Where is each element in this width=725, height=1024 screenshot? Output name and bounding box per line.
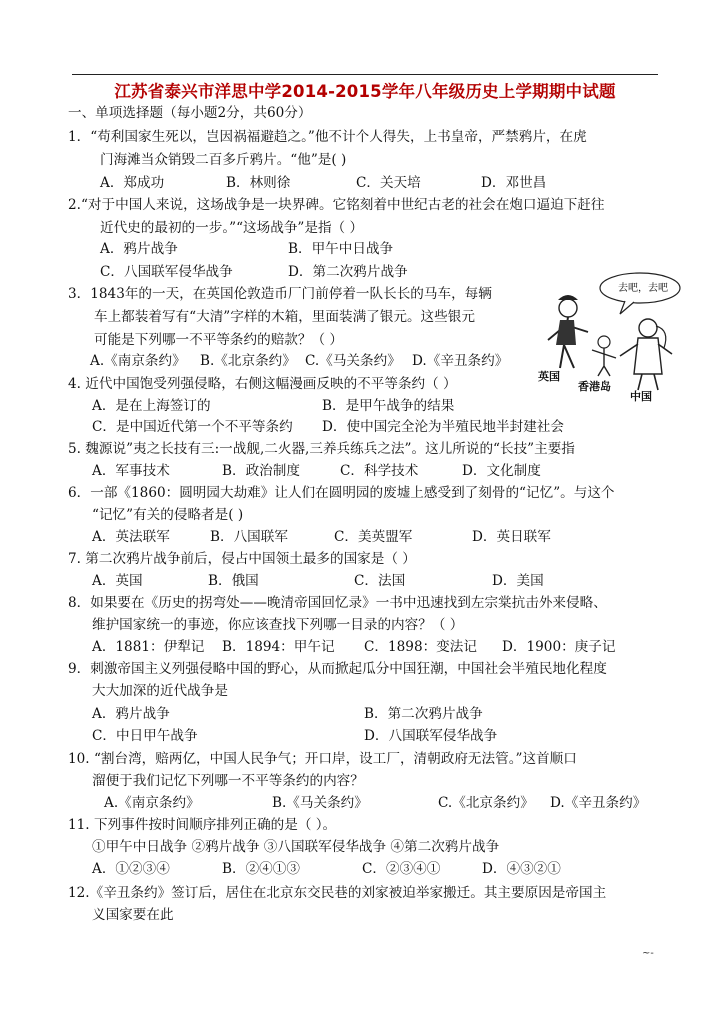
q2-line2: 近代史的最初的一步。”“这场战争”是指（ ） bbox=[100, 220, 364, 236]
q9-line2: 大大加深的近代战争是 bbox=[92, 683, 228, 699]
q8-option-c[interactable]: C．1898：变法记 bbox=[364, 639, 477, 655]
q12-line1: 12.《辛丑条约》签订后，居住在北京东交民巷的刘家被迫举家搬迁。其主要原因是帝国主 bbox=[68, 885, 607, 901]
q5-line1: 5. 魏源说”夷之长技有三:一战舰,二火器,三养兵练兵之法”。这儿所说的“长技”主要指 bbox=[68, 441, 575, 457]
q3-option-d[interactable]: D.《辛丑条约》 bbox=[412, 353, 509, 369]
q6-option-b[interactable]: B．八国联军 bbox=[210, 529, 288, 545]
q3-line3: 可能是下列哪一不平等条约的赔款？（ ） bbox=[94, 332, 344, 348]
q4-line1: 4. 近代中国饱受列强侵略，右侧这幅漫画反映的不平等条约（ ） bbox=[68, 376, 457, 392]
q4-option-a[interactable]: A．是在上海签订的 bbox=[92, 398, 211, 414]
q2-option-b[interactable]: B．甲午中日战争 bbox=[288, 241, 394, 257]
q5-option-b[interactable]: B．政治制度 bbox=[222, 463, 300, 479]
q3-option-b[interactable]: B.《北京条约》 bbox=[200, 353, 296, 369]
q3-line2: 车上都装着写有“大清”字样的木箱，里面装满了银元。这些银元 bbox=[94, 309, 475, 325]
q11-option-c[interactable]: C．②③④① bbox=[362, 861, 441, 877]
cartoon-label-hk: 香港岛 bbox=[578, 380, 611, 393]
q8-line2: 维护国家统一的事迹，你应该查找下列哪一目录的内容？（ ） bbox=[92, 617, 464, 633]
q3-option-c[interactable]: C.《马关条约》 bbox=[305, 353, 401, 369]
page-title: 江苏省泰兴市洋思中学2014-2015学年八年级历史上学期期中试题 bbox=[114, 82, 616, 101]
q10-option-c[interactable]: C.《北京条约》 bbox=[438, 795, 534, 811]
q1-option-b[interactable]: B．林则徐 bbox=[226, 175, 291, 191]
q11-option-a[interactable]: A．①②③④ bbox=[92, 861, 170, 877]
q7-option-a[interactable]: A．英国 bbox=[92, 573, 143, 589]
page-footer-mark: ~- bbox=[642, 948, 654, 959]
q4-option-b[interactable]: B．是甲午战争的结果 bbox=[322, 398, 455, 414]
cartoon-speech: 去吧，去吧 bbox=[618, 283, 668, 294]
q10-option-a[interactable]: A.《南京条约》 bbox=[104, 795, 200, 811]
q8-line1: 8．如果要在《历史的拐弯处——晚清帝国回忆录》一书中迅速找到左宗棠抗击外来侵略、 bbox=[68, 595, 607, 611]
q6-option-a[interactable]: A．英法联军 bbox=[92, 529, 170, 545]
q5-option-c[interactable]: C．科学技术 bbox=[340, 463, 419, 479]
q6-line1: 6．一部《1860：圆明园大劫难》让人们在圆明园的废墟上感受到了刻骨的“记忆”。与这个 bbox=[68, 485, 615, 501]
q1-option-a[interactable]: A．郑成功 bbox=[100, 175, 165, 191]
q11-option-d[interactable]: D．④③②① bbox=[482, 861, 561, 877]
cartoon-label-cn: 中国 bbox=[630, 390, 652, 403]
q4-option-d[interactable]: D．使中国完全沦为半殖民地半封建社会 bbox=[322, 419, 564, 435]
q2-line1: 2.“对于中国人来说，这场战争是一块界碑。它铭刻着中世纪古老的社会在炮口逼迫下赶往 bbox=[68, 197, 605, 213]
q1-option-d[interactable]: D．邓世昌 bbox=[481, 175, 547, 191]
q4-option-c[interactable]: C．是中国近代第一个不平等条约 bbox=[92, 419, 293, 435]
q8-option-d[interactable]: D．1900：庚子记 bbox=[502, 639, 616, 655]
section-heading: 一、单项选择题（每小题2分，共60分） bbox=[68, 105, 312, 121]
q1-option-c[interactable]: C．关天培 bbox=[356, 175, 421, 191]
q11-line2: ①甲午中日战争 ②鸦片战争 ③八国联军侵华战争 ④第二次鸦片战争 bbox=[92, 839, 500, 855]
q8-option-a[interactable]: A．1881：伊犁记 bbox=[92, 639, 205, 655]
q10-option-d[interactable]: D.《辛丑条约》 bbox=[550, 795, 647, 811]
q1-line2: 门海滩当众销毁二百多斤鸦片。“他”是( ) bbox=[100, 152, 347, 168]
q6-option-d[interactable]: D．英日联军 bbox=[472, 529, 551, 545]
q5-option-d[interactable]: D．文化制度 bbox=[462, 463, 541, 479]
q10-line1: 10. “割台湾，赔两亿，中国人民争气；开口岸，设工厂，清朝政府无法管。”这首顺口 bbox=[68, 751, 577, 767]
q8-option-b[interactable]: B．1894：甲午记 bbox=[222, 639, 335, 655]
q6-line2: “记忆”有关的侵略者是( ) bbox=[92, 507, 244, 523]
q9-option-b[interactable]: B．第二次鸦片战争 bbox=[364, 706, 483, 722]
q10-line2: 溜便于我们记忆下列哪一不平等条约的内容？ bbox=[92, 773, 364, 789]
q3-line1: 3．1843年的一天，在英国伦敦造币厂门前停着一队长长的马车，每辆 bbox=[68, 286, 492, 302]
q1-line1: 1．“苟利国家生死以，岂因祸福避趋之。”他不计个人得失，上书皇帝，严禁鸦片，在虎 bbox=[68, 129, 587, 145]
q3-option-a[interactable]: A.《南京条约》 bbox=[90, 353, 186, 369]
q12-line2: 义国家要在此 bbox=[92, 907, 174, 923]
q11-option-b[interactable]: B．②④①③ bbox=[222, 861, 300, 877]
q10-option-b[interactable]: B.《马关条约》 bbox=[272, 795, 368, 811]
q9-option-d[interactable]: D．八国联军侵华战争 bbox=[364, 728, 498, 744]
q7-option-d[interactable]: D．美国 bbox=[492, 573, 544, 589]
q9-line1: 9．刺激帝国主义列强侵略中国的野心，从而掀起瓜分中国狂潮，中国社会半殖民地化程度 bbox=[68, 661, 607, 677]
cartoon-label-uk: 英国 bbox=[538, 370, 560, 383]
q7-option-b[interactable]: B．俄国 bbox=[208, 573, 259, 589]
q9-option-c[interactable]: C．中日甲午战争 bbox=[92, 728, 198, 744]
title-rule bbox=[72, 74, 658, 75]
q2-option-a[interactable]: A．鸦片战争 bbox=[100, 241, 178, 257]
q9-option-a[interactable]: A．鸦片战争 bbox=[92, 706, 170, 722]
treaty-cartoon bbox=[530, 270, 690, 410]
q11-line1: 11. 下列事件按时间顺序排列正确的是（ ）。 bbox=[68, 817, 337, 833]
q5-option-a[interactable]: A．军事技术 bbox=[92, 463, 170, 479]
q7-line1: 7. 第二次鸦片战争前后，侵占中国领土最多的国家是（ ） bbox=[68, 551, 416, 567]
q7-option-c[interactable]: C．法国 bbox=[354, 573, 406, 589]
q6-option-c[interactable]: C．美英盟军 bbox=[334, 529, 413, 545]
q2-option-c[interactable]: C．八国联军侵华战争 bbox=[100, 264, 233, 280]
q2-option-d[interactable]: D．第二次鸦片战争 bbox=[288, 264, 408, 280]
